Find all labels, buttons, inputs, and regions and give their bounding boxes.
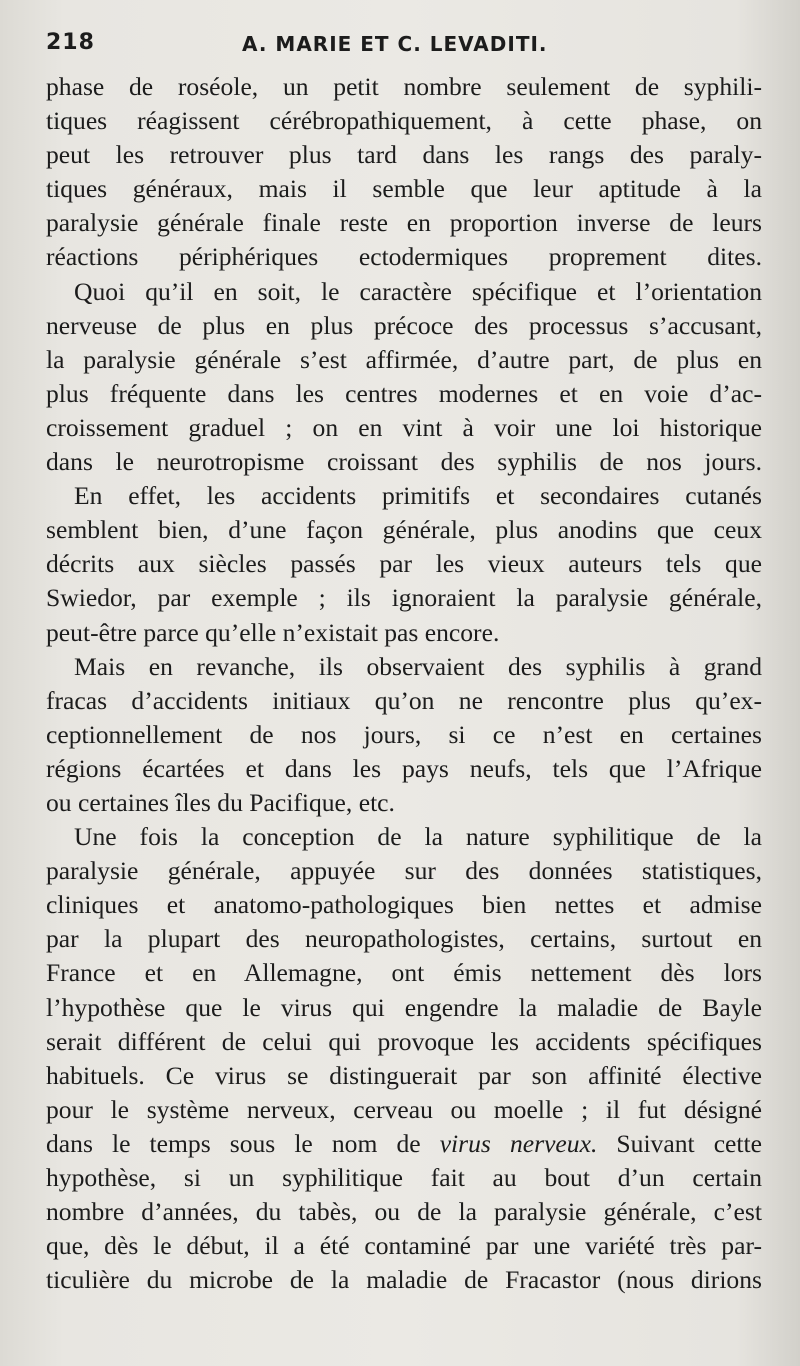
paragraph [46, 650, 762, 820]
page-header [46, 30, 766, 66]
text-line: cliniques et anatomo-pathologiques bien nettes et admise [46, 890, 762, 920]
text-line: nerveuse de plus en plus précoce des processus s’accusant, [46, 310, 762, 340]
paragraph [46, 275, 762, 480]
text-line: tiques réagissent cérébropathiquement, à cette phase, on [46, 106, 762, 136]
text-line: France et en Allemagne, ont émis nettement dès lors [46, 958, 762, 988]
text-line: Une fois la conception de la nature syphilitique de la [74, 822, 762, 852]
text-line: peut les retrouver plus tard dans les rangs des paraly- [46, 140, 762, 170]
paragraph [46, 70, 762, 275]
text-line: la paralysie générale s’est affirmée, d’autre part, de plus en [46, 344, 762, 374]
text-line: régions écartées et dans les pays neufs, tels que l’Afrique [46, 753, 762, 783]
text-segment: Suivant cette [597, 1128, 762, 1158]
text-line: ceptionnellement de nos jours, si ce n’est en certaines [46, 719, 762, 749]
text-line: fracas d’accidents initiaux qu’on ne rencontre plus qu’ex- [46, 685, 762, 715]
text-line: croissement graduel ; on en vint à voir une loi historique [46, 412, 762, 442]
text-line: décrits aux siècles passés par les vieux auteurs tels que [46, 549, 762, 579]
text-line: que, dès le début, il a été contaminé par une variété très par- [46, 1231, 762, 1261]
paragraph [46, 479, 762, 649]
text-line: Swiedor, par exemple ; ils ignoraient la paralysie générale, [46, 583, 762, 613]
page-number: 218 [46, 30, 95, 55]
text-line: plus fréquente dans les centres modernes et en voie d’ac- [46, 378, 762, 408]
paragraph [46, 820, 762, 1297]
text-line: ticulière du microbe de la maladie de Fracastor (nous dirions [46, 1265, 762, 1295]
text-line: semblent bien, d’une façon générale, plus anodins que ceux [46, 515, 762, 545]
running-head: A. MARIE ET C. LEVADITI. [242, 32, 548, 56]
text-line: paralysie générale, appuyée sur des données statistiques, [46, 856, 762, 886]
text-line: dans le neurotropisme croissant des syphilis de nos jours. [46, 447, 762, 477]
text-line: pour le système nerveux, cerveau ou moelle ; il fut désigné [46, 1094, 762, 1124]
text-line: phase de roséole, un petit nombre seulement de syphili- [46, 72, 762, 101]
italic-term: virus nerveux. [439, 1128, 598, 1158]
text-line: hypothèse, si un syphilitique fait au bout d’un certain [46, 1163, 762, 1192]
text-line: l’hypothèse que le virus qui engendre la maladie de Bayle [46, 992, 762, 1022]
text-line: ou certaines îles du Pacifique, etc. [46, 787, 395, 817]
body-text [46, 70, 762, 1297]
text-line: En effet, les accidents primitifs et secondaires cutanés [74, 481, 762, 511]
text-line: paralysie générale finale reste en proportion inverse de leurs [46, 208, 762, 238]
text-line: Quoi qu’il en soit, le caractère spécifique et l’orientation [74, 276, 762, 306]
text-line: réactions périphériques ectodermiques proprement dites. [46, 242, 762, 272]
text-line: habituels. Ce virus se distinguerait par son affinité élective [46, 1060, 762, 1090]
text-line: tiques généraux, mais il semble que leur aptitude à la [46, 174, 762, 204]
text-line: par la plupart des neuropathologistes, certains, surtout en [46, 924, 762, 954]
text-line: peut-être parce qu’elle n’existait pas encore. [46, 617, 500, 647]
text-line-with-italic [46, 1127, 762, 1161]
text-line: serait différent de celui qui provoque les accidents spécifiques [46, 1026, 762, 1056]
text-segment: dans le temps sous le nom de [46, 1128, 440, 1158]
text-line: Mais en revanche, ils observaient des syphilis à grand [74, 651, 762, 681]
text-line: nombre d’années, du tabès, ou de la paralysie générale, c’est [46, 1197, 762, 1227]
